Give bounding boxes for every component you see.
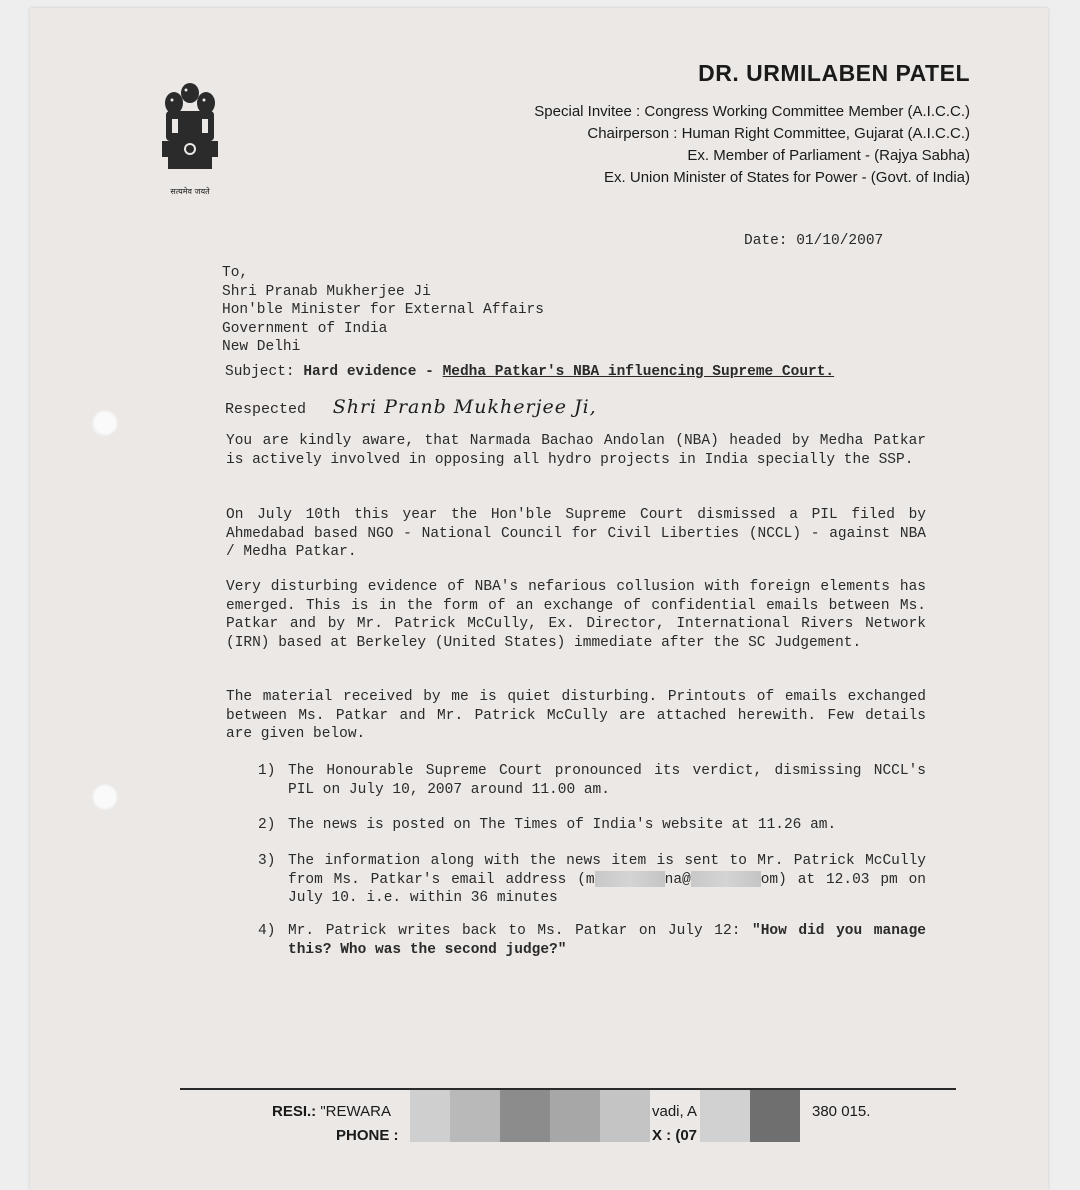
- subject-underlined: Medha Patkar's NBA influencing Supreme Court.: [442, 364, 835, 380]
- resi-mid: vadi, A: [652, 1103, 698, 1120]
- body-paragraph: The material received by me is quiet disturbing. Printouts of emails exchanged between Ms. Patkar and Mr. Patrick McCully are attached herewith. Few details are given below.: [226, 689, 926, 742]
- phone-mid: X : (07: [652, 1127, 698, 1144]
- list-item-text: The news is posted on The Times of India's website at 11.26 am.: [288, 817, 837, 833]
- subject-line: [225, 363, 834, 382]
- punch-hole-top: [92, 410, 118, 436]
- emblem-motto: सत्यमेव जयते: [170, 187, 210, 196]
- list-item: [258, 852, 926, 908]
- letterhead-role-1: Special Invitee : Congress Working Committee Member (A.I.C.C.): [534, 103, 970, 120]
- recipient-line: New Delhi: [222, 339, 301, 355]
- letterhead-name: DR. URMILABEN PATEL: [698, 60, 970, 86]
- national-emblem-icon: [150, 75, 230, 195]
- subject-prefix: Subject:: [225, 364, 295, 380]
- list-item-number: 3): [258, 853, 276, 869]
- email-mid: na@: [664, 871, 691, 888]
- letter-date: Date: 01/10/2007: [744, 233, 884, 249]
- greeting: [225, 398, 597, 420]
- list-item: [258, 762, 926, 799]
- email-end: om) at: [760, 871, 816, 888]
- subject-bold: Hard evidence -: [303, 364, 434, 380]
- list-item-text: The Honourable Supreme Court pronounced its verdict, dismissing NCCL's PIL on July 10, 2007 around 11.00 am.: [288, 763, 926, 798]
- recipient-line: Hon'ble Minister for External Affairs: [222, 302, 544, 318]
- redaction-block: [450, 1090, 500, 1142]
- phone-label: PHONE :: [336, 1127, 399, 1144]
- letterhead-role-4: Ex. Union Minister of States for Power - (Govt. of India): [604, 169, 970, 186]
- list-item-text: [288, 922, 926, 959]
- body-paragraph: Very disturbing evidence of NBA's nefarious collusion with foreign elements has emerged. This is in the form of an exchange of confidential emails between Ms. Patkar and by Mr. Patrick McCully, Ex. Director, International Rivers Network (IRN) based at Berkeley (United States) immediate after the SC Judgement.: [226, 579, 926, 651]
- resi-end: 380 015.: [812, 1103, 871, 1120]
- body-paragraph: You are kindly aware, that Narmada Bachao Andolan (NBA) headed by Medha Patkar is actively involved in opposing all hydro projects in India specially the SSP.: [226, 433, 926, 468]
- email-start: m: [585, 871, 595, 888]
- footer-address: [272, 1100, 871, 1148]
- list-item-text-a: Mr. Patrick writes back to Ms. Patkar on July 12:: [288, 923, 741, 939]
- redaction-block: [600, 1090, 650, 1142]
- list-item-number: 1): [258, 763, 276, 779]
- resi-start: "REWARA: [320, 1103, 391, 1120]
- list-item: [258, 922, 926, 959]
- redaction-block: [410, 1090, 450, 1142]
- email-redaction: [595, 871, 665, 887]
- letterhead: [534, 60, 970, 189]
- list-item-text: [288, 852, 926, 908]
- list-item: [258, 816, 926, 835]
- list-item-text-a: The information along with the news item is sent to Mr. Patrick McCully from Ms. Patkar's email address (: [288, 853, 926, 888]
- greeting-handwritten: Shri Pranb Mukherjee Ji,: [332, 396, 597, 418]
- greeting-printed: Respected: [225, 401, 307, 418]
- list-item-number: 4): [258, 923, 276, 939]
- redaction-block: [500, 1090, 550, 1142]
- redaction-block: [750, 1090, 800, 1142]
- recipient-line: To,: [222, 265, 249, 281]
- list-item-quote: "How did you manage this? Who was the second judge?": [288, 923, 927, 958]
- recipient-block: [222, 264, 544, 357]
- list-item-number: 2): [258, 817, 276, 833]
- redaction-block: [700, 1090, 750, 1142]
- resi-label: RESI.:: [272, 1103, 317, 1120]
- redaction-block: [550, 1090, 600, 1142]
- email-redaction: [691, 871, 761, 887]
- punch-hole-bottom: [92, 784, 118, 810]
- list-item-text-b: 12.03 pm on July 10. i.e. within 36 minutes: [288, 871, 926, 906]
- body-paragraph: On July 10th this year the Hon'ble Supreme Court dismissed a PIL filed by Ahmedabad based NGO - National Council for Civil Liberties (NCCL) - against NBA / Medha Patkar.: [226, 507, 926, 560]
- recipient-line: Shri Pranab Mukherjee Ji: [222, 283, 431, 300]
- recipient-line: Government of India: [222, 320, 388, 337]
- letterhead-role-2: Chairperson : Human Right Committee, Gujarat (A.I.C.C.): [587, 125, 970, 142]
- letterhead-role-3: Ex. Member of Parliament - (Rajya Sabha): [687, 147, 970, 164]
